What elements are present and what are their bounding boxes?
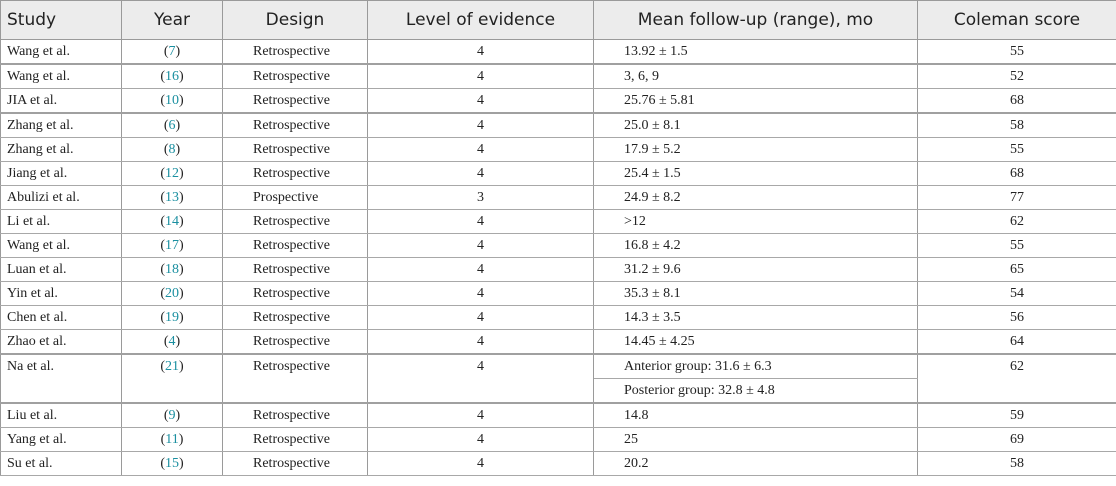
reference-link[interactable]: 18 — [165, 261, 179, 277]
follow-up-cell: 25.76 ± 5.81 — [594, 89, 918, 114]
design-cell: Retrospective — [223, 330, 368, 355]
year-cell: (14) — [122, 210, 223, 234]
design-cell: Retrospective — [223, 162, 368, 186]
table-header — [1, 1, 1116, 40]
coleman-cell: 68 — [918, 89, 1116, 114]
follow-up-posterior-cell: Posterior group: 32.8 ± 4.8 — [594, 379, 918, 404]
reference-link[interactable]: 15 — [165, 455, 179, 471]
follow-up-cell: 25 — [594, 428, 918, 452]
table-row — [1, 138, 1116, 162]
study-cell: Li et al. — [1, 210, 122, 234]
level-cell: 4 — [368, 354, 594, 403]
table-row — [1, 186, 1116, 210]
study-cell: Yin et al. — [1, 282, 122, 306]
coleman-cell: 65 — [918, 258, 1116, 282]
level-cell: 4 — [368, 40, 594, 65]
level-cell: 3 — [368, 186, 594, 210]
header-mean-follow-up: Mean follow-up (range), mo — [594, 1, 918, 40]
design-cell: Retrospective — [223, 138, 368, 162]
reference-link[interactable]: 21 — [165, 359, 179, 374]
design-cell: Prospective — [223, 186, 368, 210]
level-cell: 4 — [368, 282, 594, 306]
reference-link[interactable]: 11 — [165, 431, 179, 447]
follow-up-cell: 31.2 ± 9.6 — [594, 258, 918, 282]
level-cell: 4 — [368, 258, 594, 282]
study-cell: Abulizi et al. — [1, 186, 122, 210]
design-cell: Retrospective — [223, 282, 368, 306]
design-cell: Retrospective — [223, 210, 368, 234]
study-cell: Liu et al. — [1, 403, 122, 428]
reference-link[interactable]: 10 — [165, 92, 179, 108]
year-cell: (21) — [122, 354, 223, 403]
table-row — [1, 210, 1116, 234]
level-cell: 4 — [368, 138, 594, 162]
coleman-cell: 58 — [918, 113, 1116, 138]
header-design: Design — [223, 1, 368, 40]
design-cell: Retrospective — [223, 89, 368, 114]
design-cell: Retrospective — [223, 452, 368, 476]
table-row — [1, 306, 1116, 330]
design-cell: Retrospective — [223, 40, 368, 65]
reference-link[interactable]: 16 — [165, 68, 179, 84]
follow-up-cell: 17.9 ± 5.2 — [594, 138, 918, 162]
header-coleman-score: Coleman score — [918, 1, 1116, 40]
year-cell: (11) — [122, 428, 223, 452]
study-cell: Zhao et al. — [1, 330, 122, 355]
coleman-cell: 68 — [918, 162, 1116, 186]
level-cell: 4 — [368, 234, 594, 258]
coleman-cell: 64 — [918, 330, 1116, 355]
reference-link[interactable]: 13 — [165, 189, 179, 205]
level-cell: 4 — [368, 330, 594, 355]
follow-up-anterior-cell: Anterior group: 31.6 ± 6.3 — [594, 354, 918, 379]
coleman-cell: 69 — [918, 428, 1116, 452]
follow-up-cell: 25.0 ± 8.1 — [594, 113, 918, 138]
coleman-cell: 77 — [918, 186, 1116, 210]
study-cell: Yang et al. — [1, 428, 122, 452]
year-cell: (4) — [122, 330, 223, 355]
header-study: Study — [1, 1, 122, 40]
table-row — [1, 428, 1116, 452]
study-cell: Luan et al. — [1, 258, 122, 282]
year-cell: (15) — [122, 452, 223, 476]
table-row — [1, 40, 1116, 65]
reference-link[interactable]: 19 — [165, 309, 179, 325]
year-cell: (17) — [122, 234, 223, 258]
table-row — [1, 113, 1116, 138]
reference-link[interactable]: 17 — [165, 237, 179, 253]
level-cell: 4 — [368, 89, 594, 114]
reference-link[interactable]: 20 — [165, 285, 179, 301]
level-cell: 4 — [368, 113, 594, 138]
follow-up-cell: 20.2 — [594, 452, 918, 476]
study-cell: Na et al. — [1, 354, 122, 403]
table-row — [1, 89, 1116, 114]
coleman-cell: 62 — [918, 210, 1116, 234]
coleman-cell: 55 — [918, 234, 1116, 258]
study-cell: Chen et al. — [1, 306, 122, 330]
table-row — [1, 452, 1116, 476]
follow-up-cell: 35.3 ± 8.1 — [594, 282, 918, 306]
level-cell: 4 — [368, 452, 594, 476]
reference-link[interactable]: 12 — [165, 165, 179, 181]
header-level-of-evidence: Level of evidence — [368, 1, 594, 40]
reference-link[interactable]: 14 — [165, 213, 179, 229]
table-row — [1, 234, 1116, 258]
study-cell: Zhang et al. — [1, 113, 122, 138]
level-cell: 4 — [368, 210, 594, 234]
year-cell: (7) — [122, 40, 223, 65]
year-cell: (10) — [122, 89, 223, 114]
table-row — [1, 282, 1116, 306]
header-row — [1, 1, 1116, 40]
design-cell: Retrospective — [223, 403, 368, 428]
level-cell: 4 — [368, 306, 594, 330]
table-row — [1, 354, 1116, 379]
coleman-cell: 62 — [918, 354, 1116, 403]
year-cell: (13) — [122, 186, 223, 210]
year-cell: (12) — [122, 162, 223, 186]
year-cell: (6) — [122, 113, 223, 138]
level-cell: 4 — [368, 162, 594, 186]
study-cell: Su et al. — [1, 452, 122, 476]
coleman-cell: 55 — [918, 138, 1116, 162]
reference-link[interactable]: 9 — [168, 407, 176, 423]
header-year: Year — [122, 1, 223, 40]
reference-link[interactable]: 8 — [168, 141, 176, 157]
reference-link[interactable]: 4 — [168, 333, 176, 349]
study-cell: Zhang et al. — [1, 138, 122, 162]
follow-up-cell: 14.3 ± 3.5 — [594, 306, 918, 330]
table-body — [1, 40, 1116, 476]
year-cell: (8) — [122, 138, 223, 162]
coleman-cell: 55 — [918, 40, 1116, 65]
follow-up-cell: 25.4 ± 1.5 — [594, 162, 918, 186]
table-row — [1, 258, 1116, 282]
coleman-cell: 56 — [918, 306, 1116, 330]
follow-up-cell: 14.8 — [594, 403, 918, 428]
study-cell: JIA et al. — [1, 89, 122, 114]
reference-link[interactable]: 6 — [168, 117, 176, 133]
design-cell: Retrospective — [223, 234, 368, 258]
reference-link[interactable]: 7 — [168, 43, 176, 59]
study-cell: Wang et al. — [1, 64, 122, 89]
follow-up-cell: 3, 6, 9 — [594, 64, 918, 89]
table-row — [1, 64, 1116, 89]
coleman-cell: 59 — [918, 403, 1116, 428]
follow-up-cell: 14.45 ± 4.25 — [594, 330, 918, 355]
table-row — [1, 330, 1116, 355]
study-cell: Jiang et al. — [1, 162, 122, 186]
study-cell: Wang et al. — [1, 40, 122, 65]
follow-up-cell: 13.92 ± 1.5 — [594, 40, 918, 65]
coleman-cell: 58 — [918, 452, 1116, 476]
level-cell: 4 — [368, 428, 594, 452]
design-cell: Retrospective — [223, 428, 368, 452]
follow-up-cell: 24.9 ± 8.2 — [594, 186, 918, 210]
follow-up-cell: >12 — [594, 210, 918, 234]
design-cell: Retrospective — [223, 354, 368, 403]
year-cell: (20) — [122, 282, 223, 306]
table-row — [1, 403, 1116, 428]
year-cell: (16) — [122, 64, 223, 89]
design-cell: Retrospective — [223, 64, 368, 89]
year-cell: (19) — [122, 306, 223, 330]
coleman-cell: 52 — [918, 64, 1116, 89]
design-cell: Retrospective — [223, 258, 368, 282]
level-cell: 4 — [368, 64, 594, 89]
design-cell: Retrospective — [223, 306, 368, 330]
study-cell: Wang et al. — [1, 234, 122, 258]
design-cell: Retrospective — [223, 113, 368, 138]
table-row — [1, 162, 1116, 186]
year-cell: (9) — [122, 403, 223, 428]
year-cell: (18) — [122, 258, 223, 282]
follow-up-cell: 16.8 ± 4.2 — [594, 234, 918, 258]
level-cell: 4 — [368, 403, 594, 428]
coleman-cell: 54 — [918, 282, 1116, 306]
